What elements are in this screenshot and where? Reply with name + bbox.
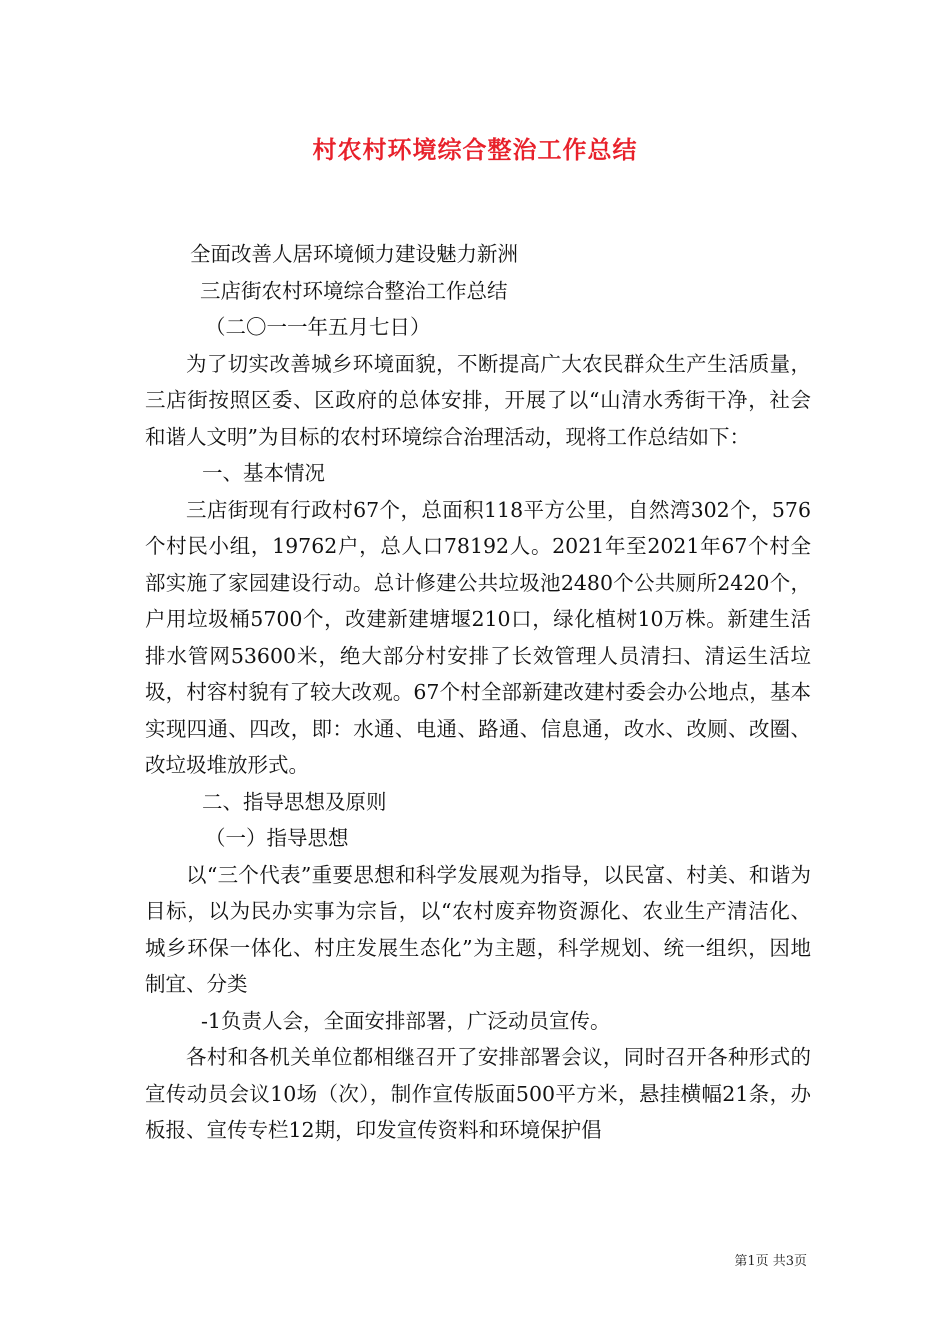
section-1-paragraph: 三店街现有行政村67个，总面积118平方公里，自然湾302个，576个村民小组，19762户，总人口78192人。2021年至2021年67个村全部实施了家园建设行动。总计修建公共垃圾池2480个公共厕所2420个，户用垃圾桶5700个，改建新建塘堰210口，绿化植树10万株。新建生活排水管网53600米，绝大部分村安排了长效管理人员清扫、清运生活垃圾，村容村貌有了较大改观。67个村全部新建改建村委会办公地点，基本实现四通、四改，即：水通、电通、路通、信息通，改水、改厕、改圈、改垃圾堆放形式。 bbox=[145, 497, 811, 777]
section-1-heading: 一、基本情况 bbox=[202, 461, 325, 485]
section-2-heading: 二、指导思想及原则 bbox=[202, 789, 387, 814]
intro-paragraph: 为了切实改善城乡环境面貌，不断提高广大农民群众生产生活质量，三店街按照区委、区政府的总体安排，开展了以“山清水秀街干净，社会和谐人文明”为目标的农村环境综合治理活动，现将工作总结如下： bbox=[145, 351, 811, 449]
item-paragraph: 各村和各机关单位都相继召开了安排部署会议，同时召开各种形式的宣传动员会议10场（次），制作宣传版面500平方米，悬挂横幅21条，办板报、宣传专栏12期，印发宣传资料和环境保护倡 bbox=[145, 1045, 811, 1142]
subtitle-line-2: 三店街农村环境综合整治工作总结 bbox=[200, 278, 508, 303]
item-line: -1负责人会，全面安排部署，广泛动员宣传。 bbox=[201, 1008, 611, 1033]
section-2-subheading: （一）指导思想 bbox=[205, 826, 349, 850]
section-2-paragraph: 以“三个代表”重要思想和科学发展观为指导，以民富、村美、和谐为目标，以为民办实事为宗旨，以“农村废弃物资源化、农业生产清洁化、城乡环保一体化、村庄发展生态化”为主题，科学规划、统一组织，因地制宜、分类 bbox=[145, 862, 811, 996]
document-date: （二〇一一年五月七日） bbox=[205, 315, 431, 339]
subtitle-line-1: 全面改善人居环境倾力建设魅力新洲 bbox=[190, 242, 518, 266]
page-number: 第1页 共3页 bbox=[734, 1254, 807, 1269]
document-title: 村农村环境综合整治工作总结 bbox=[312, 135, 638, 164]
document-body bbox=[145, 236, 811, 1149]
